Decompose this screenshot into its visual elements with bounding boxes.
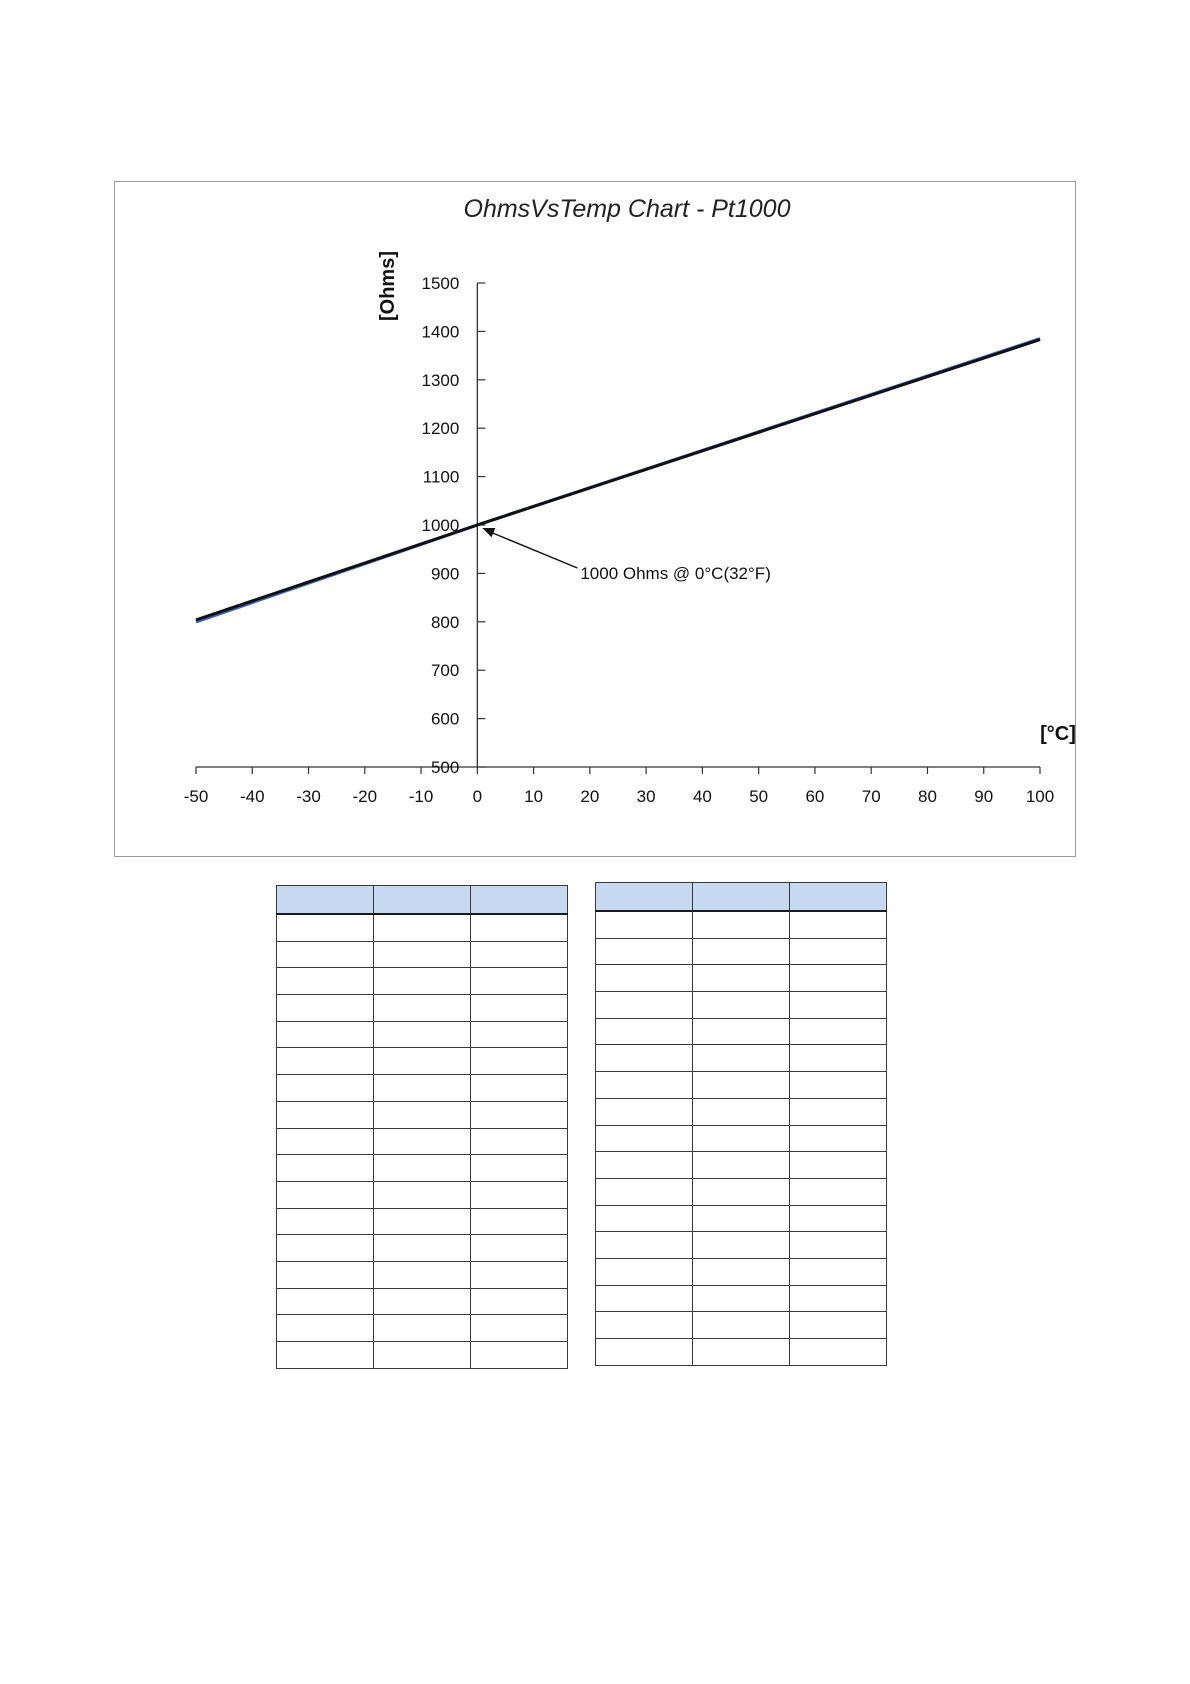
table-cell [596, 1258, 693, 1285]
table-row [277, 1181, 568, 1208]
table-row [277, 1288, 568, 1315]
table-cell [277, 1181, 374, 1208]
y-tick-label: 1200 [421, 419, 460, 439]
table-cell [693, 1258, 790, 1285]
table-cell [374, 968, 471, 995]
table-cell [374, 914, 471, 941]
x-tick-label: 30 [636, 787, 656, 806]
table-cell [596, 1098, 693, 1125]
table-row [596, 1205, 887, 1232]
table-cell [471, 1235, 568, 1262]
table-cell [471, 968, 568, 995]
table-cell [693, 1285, 790, 1312]
x-tick-label: 90 [974, 787, 994, 806]
table-cell [471, 1101, 568, 1128]
chart-title: OhmsVsTemp Chart - Pt1000 [463, 195, 791, 223]
table-row [277, 1208, 568, 1235]
table-cell [277, 1315, 374, 1342]
table-row [596, 1152, 887, 1179]
table-row [277, 1075, 568, 1102]
x-tick-label: 60 [805, 787, 825, 806]
table-row [277, 1342, 568, 1369]
table-cell [277, 1048, 374, 1075]
x-tick-label: 80 [918, 787, 937, 806]
x-tick-label: 50 [749, 787, 769, 806]
table-cell [374, 1155, 471, 1182]
table-row [596, 1285, 887, 1312]
table-cell [374, 1342, 471, 1369]
table-cell [693, 1205, 790, 1232]
y-tick-label: 1300 [421, 370, 460, 390]
table-cell [374, 1021, 471, 1048]
table-cell [790, 1178, 887, 1205]
table-cell [596, 992, 693, 1019]
table-cell [471, 1075, 568, 1102]
annotation-group [482, 528, 771, 583]
y-tick-label: 1500 [421, 274, 460, 293]
table-cell [374, 1101, 471, 1128]
table-cell [277, 1288, 374, 1315]
table-cell [790, 1205, 887, 1232]
axes [184, 274, 1054, 806]
table-cell [693, 1339, 790, 1366]
x-tick-label: -20 [352, 787, 378, 806]
table-cell [790, 1312, 887, 1339]
table-cell [471, 1181, 568, 1208]
y-tick-label: 500 [430, 758, 460, 777]
table-row [277, 1101, 568, 1128]
table-cell [277, 968, 374, 995]
table-cell [693, 1125, 790, 1152]
table-header-cell [693, 883, 790, 912]
table-cell [374, 995, 471, 1022]
table-cell [693, 1072, 790, 1099]
table-cell [471, 1021, 568, 1048]
x-tick-label: 20 [580, 787, 600, 806]
table-row [596, 911, 887, 938]
x-tick-label: -40 [239, 787, 265, 806]
chart-frame [114, 181, 1076, 857]
table-cell [693, 911, 790, 938]
table-row [596, 1312, 887, 1339]
table-cell [596, 1205, 693, 1232]
table-cell [790, 911, 887, 938]
table-cell [596, 1125, 693, 1152]
table-row [596, 1072, 887, 1099]
table-cell [596, 1232, 693, 1259]
table-cell [596, 965, 693, 992]
table-cell [596, 1072, 693, 1099]
table-cell [277, 1261, 374, 1288]
table-cell [693, 1098, 790, 1125]
table-cell [277, 1208, 374, 1235]
table-header-cell [374, 886, 471, 915]
table-cell [374, 1235, 471, 1262]
table-cell [790, 1232, 887, 1259]
table-row [596, 1045, 887, 1072]
table-cell [693, 1018, 790, 1045]
x-tick-label: 100 [1025, 787, 1055, 806]
table-cell [471, 1128, 568, 1155]
table-cell [277, 1155, 374, 1182]
table-row [277, 1021, 568, 1048]
table-row [277, 1155, 568, 1182]
x-tick-label: 40 [692, 787, 712, 806]
table-cell [374, 1181, 471, 1208]
table-cell [693, 992, 790, 1019]
table-cell [693, 938, 790, 965]
annotation-text: 1000 Ohms @ 0°C(32°F) [580, 564, 771, 583]
table-row [277, 914, 568, 941]
table-cell [790, 1018, 887, 1045]
y-tick-label: 700 [430, 661, 460, 681]
table-cell [374, 1048, 471, 1075]
table-cell [471, 1048, 568, 1075]
table-row [596, 1125, 887, 1152]
y-tick-label: 1100 [422, 467, 460, 487]
table-row [277, 1261, 568, 1288]
table-cell [693, 1232, 790, 1259]
table-header-cell [277, 886, 374, 915]
table-cell [596, 1152, 693, 1179]
table-cell [277, 995, 374, 1022]
table-cell [596, 911, 693, 938]
table-row [277, 1315, 568, 1342]
table-cell [277, 1075, 374, 1102]
table-cell [790, 938, 887, 965]
table-row [596, 1258, 887, 1285]
table-row [277, 941, 568, 968]
table-cell [693, 1178, 790, 1205]
table-cell [277, 1128, 374, 1155]
table-cell [471, 1208, 568, 1235]
data-table-left [276, 885, 568, 1369]
table-cell [790, 1098, 887, 1125]
annotation-arrowhead [482, 528, 495, 537]
table-cell [471, 1288, 568, 1315]
table-cell [596, 1178, 693, 1205]
x-tick-label: -50 [183, 787, 209, 806]
table-cell [790, 1125, 887, 1152]
table-cell [693, 1152, 790, 1179]
x-tick-label: 70 [861, 787, 881, 806]
table-header-cell [596, 883, 693, 912]
table-cell [471, 1155, 568, 1182]
chart-plot [115, 182, 1077, 858]
table-cell [596, 1339, 693, 1366]
table-row [596, 992, 887, 1019]
table-header-cell [471, 886, 568, 915]
table-cell [374, 941, 471, 968]
x-tick-label: -10 [408, 787, 434, 806]
table-cell [374, 1208, 471, 1235]
table-cell [277, 914, 374, 941]
table-cell [374, 1261, 471, 1288]
table-cell [471, 941, 568, 968]
table-row [596, 1339, 887, 1366]
y-tick-label: 600 [430, 709, 460, 729]
table-row [596, 938, 887, 965]
table-header-cell [790, 883, 887, 912]
table-cell [277, 1235, 374, 1262]
table-row [277, 1235, 568, 1262]
table-cell [693, 1312, 790, 1339]
table-header-row [277, 886, 568, 915]
table-cell [471, 995, 568, 1022]
y-tick-label: 1000 [421, 516, 460, 535]
y-tick-label: 900 [430, 564, 460, 584]
table-row [596, 1018, 887, 1045]
x-tick-label: -30 [296, 787, 321, 806]
table-cell [790, 1152, 887, 1179]
table-cell [596, 1045, 693, 1072]
y-tick-label: 1400 [421, 322, 460, 342]
table-cell [790, 965, 887, 992]
table-cell [790, 1339, 887, 1366]
table-row [277, 995, 568, 1022]
table-cell [693, 965, 790, 992]
x-axis-label: [°C] [1040, 723, 1076, 745]
table-row [596, 965, 887, 992]
table-cell [277, 941, 374, 968]
table-cell [693, 1045, 790, 1072]
table-cell [596, 1312, 693, 1339]
table-cell [471, 1315, 568, 1342]
table-row [596, 1178, 887, 1205]
x-tick-label: 0 [472, 787, 483, 806]
x-tick-label: 10 [524, 787, 544, 806]
table-cell [790, 1045, 887, 1072]
table-row [277, 1048, 568, 1075]
y-tick-label: 800 [430, 612, 460, 632]
table-cell [374, 1128, 471, 1155]
table-cell [471, 914, 568, 941]
annotation-arrow [490, 532, 577, 568]
data-table-right [595, 882, 887, 1366]
table-cell [277, 1021, 374, 1048]
table-row [596, 1098, 887, 1125]
table-row [596, 1232, 887, 1259]
table-row [277, 1128, 568, 1155]
table-cell [374, 1315, 471, 1342]
table-cell [790, 1258, 887, 1285]
table-cell [790, 992, 887, 1019]
table-cell [471, 1342, 568, 1369]
table-cell [374, 1288, 471, 1315]
table-cell [277, 1342, 374, 1369]
table-cell [596, 938, 693, 965]
table-cell [790, 1072, 887, 1099]
table-cell [596, 1018, 693, 1045]
table-cell [471, 1261, 568, 1288]
table-cell [596, 1285, 693, 1312]
table-header-row [596, 883, 887, 912]
y-axis-label: [Ohms] [377, 251, 399, 321]
table-cell [277, 1101, 374, 1128]
table-row [277, 968, 568, 995]
table-cell [374, 1075, 471, 1102]
table-cell [790, 1285, 887, 1312]
